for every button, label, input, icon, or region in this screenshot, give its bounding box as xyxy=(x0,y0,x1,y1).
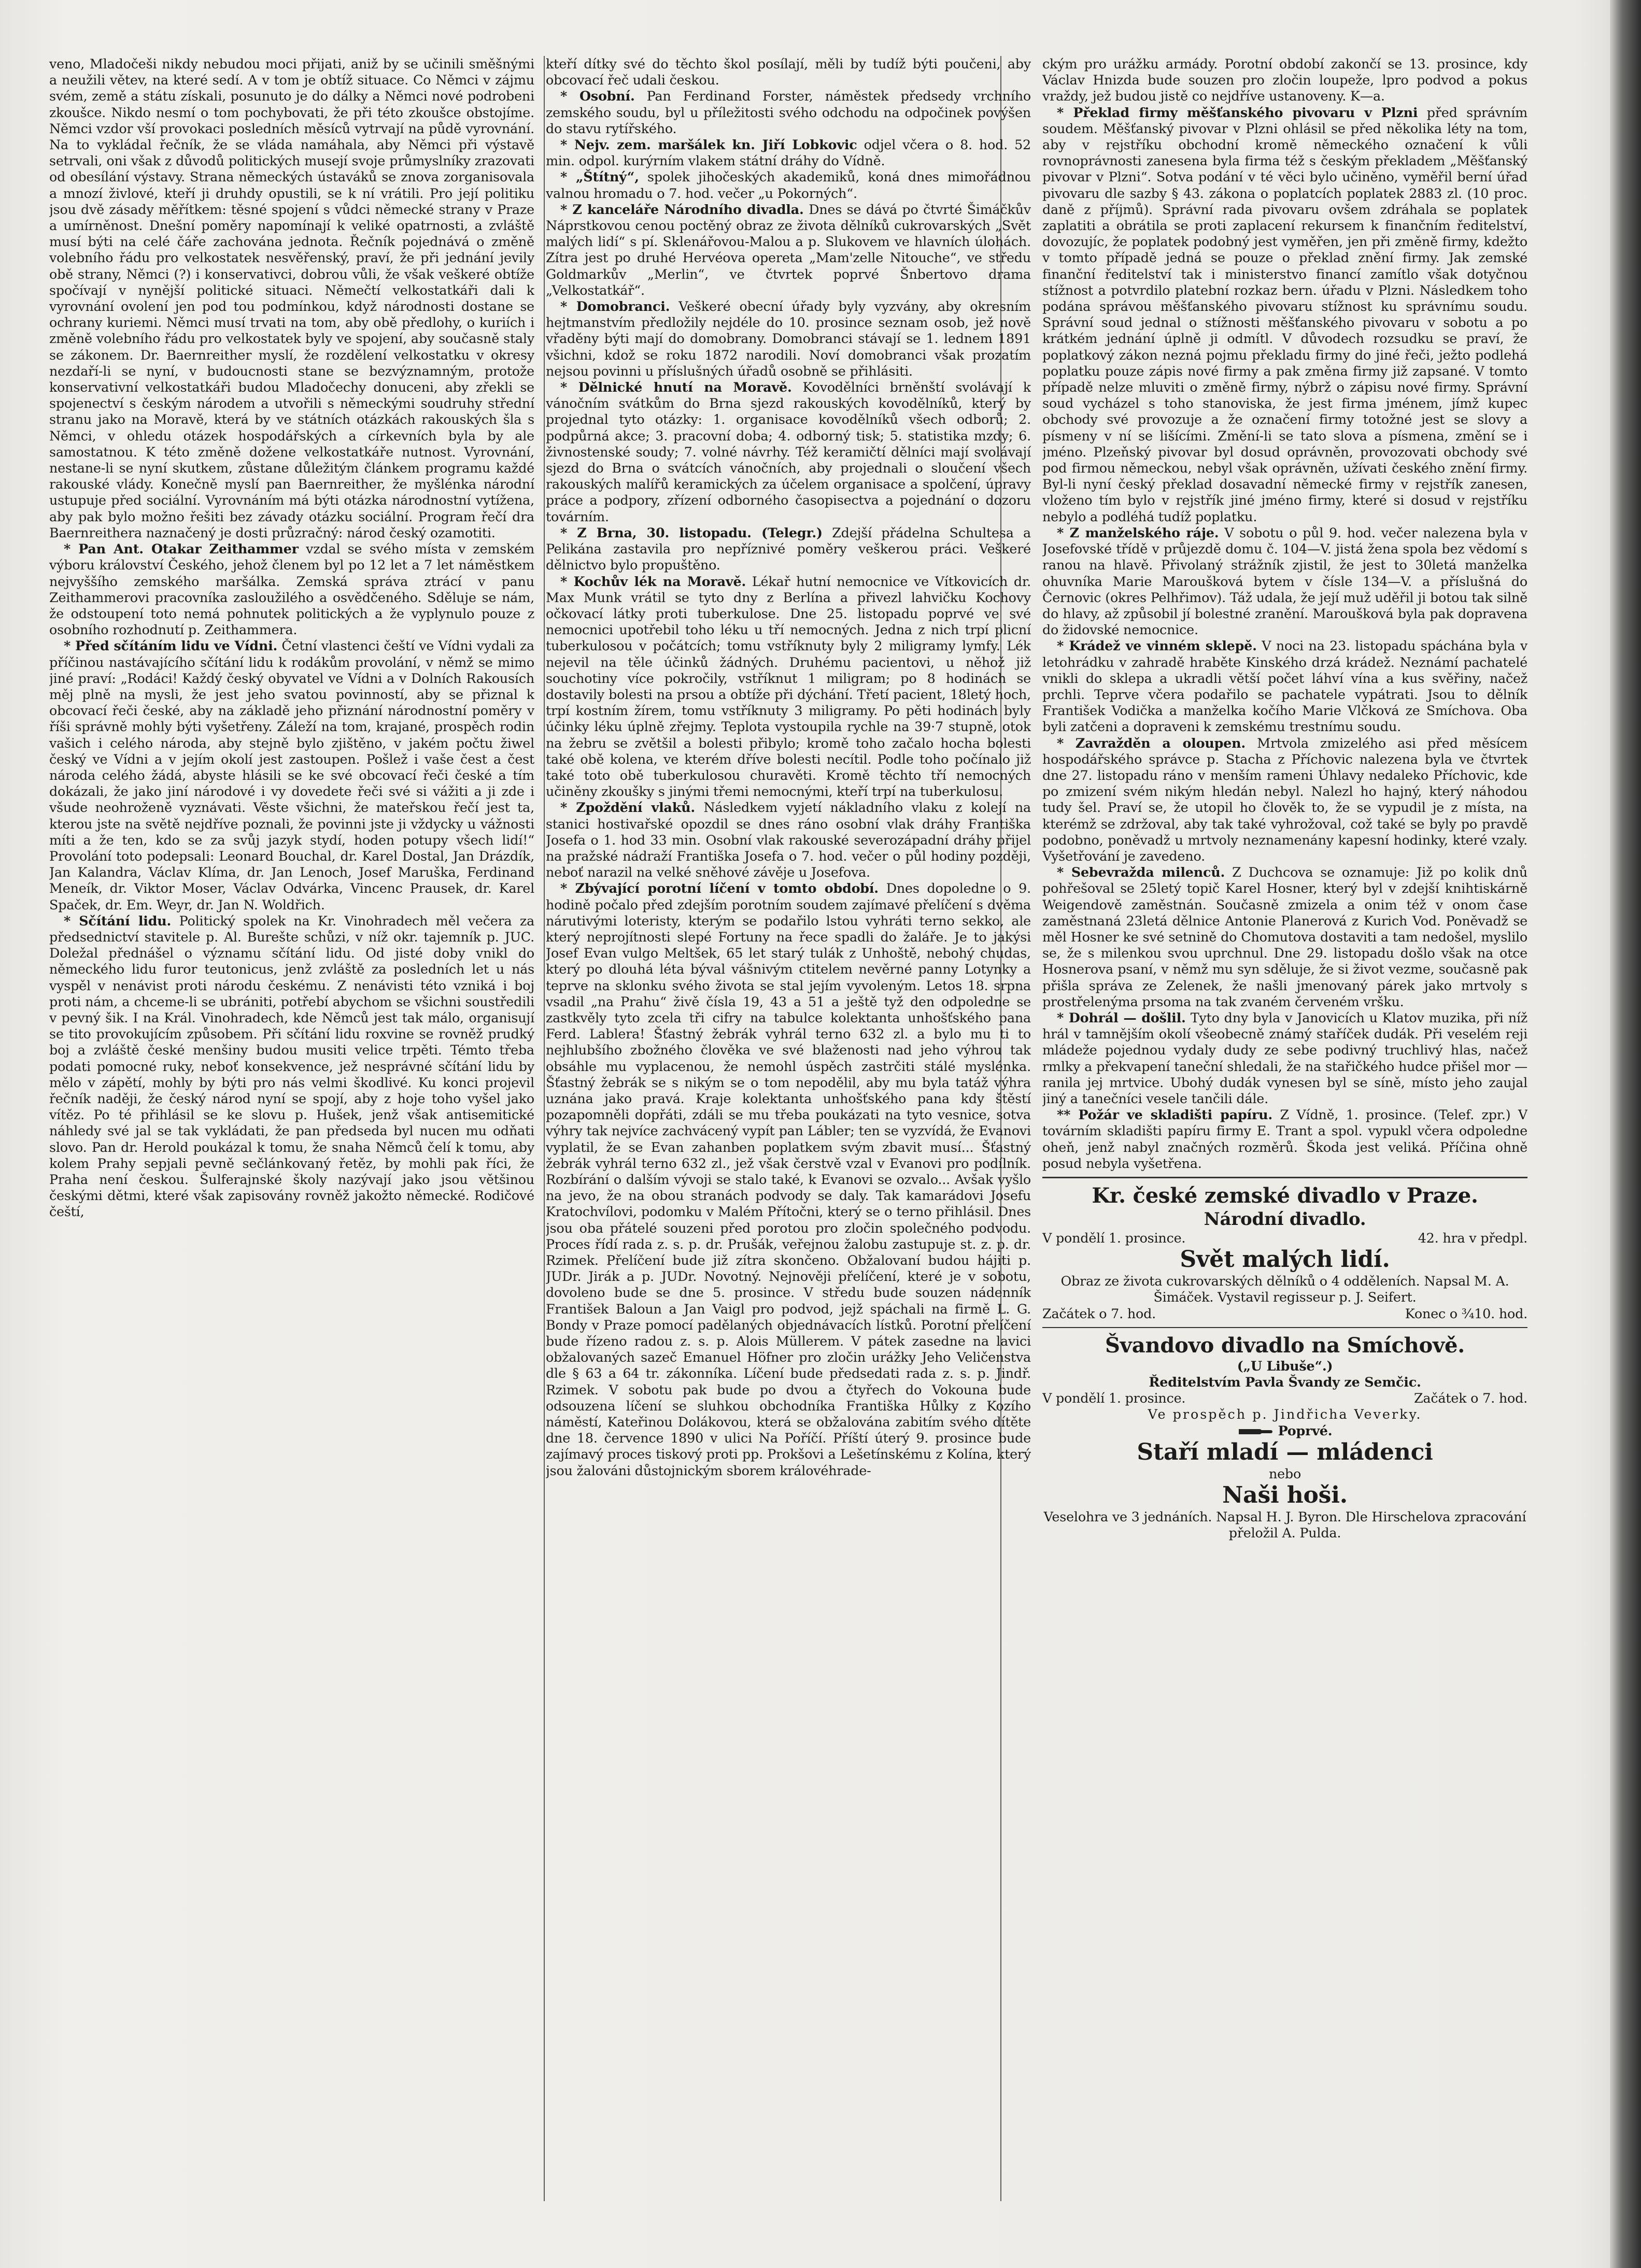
article-headline: * Pan Ant. Otakar Zeithammer xyxy=(64,541,299,557)
ad-start-time: Začátek o 7. hod. xyxy=(1042,1305,1156,1321)
ad-svanda-premiere: Poprvé. xyxy=(1278,1422,1333,1438)
ad-svanda-date: V pondělí 1. prosince. xyxy=(1042,1390,1186,1406)
column-2 xyxy=(546,56,1031,2201)
article-text: Z Vídně, 1. prosince. (Telef. zpr.) V továrním skladišti papíru firmy E. Trant a spol. vypukl včera odpoledne oheň, jenž nabyl značných rozměrů. Škoda jest veliká. Příčina ohně posud nebyla vyšetřena. xyxy=(1042,1107,1527,1171)
article-headline: * Osobní. xyxy=(560,88,635,104)
ad-divider-2 xyxy=(1042,1327,1527,1328)
article-paragraph xyxy=(546,880,1031,1479)
article-text: Dnes dopoledne o 9. hodině počalo před zdejším porotním soudem zajímavé přelíčení s dvěma nárutivými loteristy, kterým se podařilo lstou vyhráti terno sekko, ale který neprojítnosti slepé Fortuny na řece spadli do žaláře. Je to jakýsi Josef Evan vulgo Meltšek, 65 let starý tulák z Unhoště, nebohý chudas, který po dlouhá léta býval vášnivým ctitelem nevěrné panny Lotynky a teprve na sklonku svého života se stal jejím vyvoleným. Letos 18. srpna vsadil „na Prahu“ živě čísla 19, 43 a 51 a ještě tyž den odpoledne se zastkvěly tyto zcela tři cifry na tabulce kolektanta unhošťského pana Ferd. Lablera! Šťastný žebrák vyhrál terno 632 zl. a bylo mu ti to nejhlubšího zbožného člověka ve své blaženosti nad jeho výhrou tak obsáhle mu vyplacenou, že nemohl úspěch zastrčiti stálé myslénka. Šťastný žebrák se s nikým se o tom nepodělil, aby mu byla tatáž výhra uznána jako pravá. Kraje kolektanta unhošťského pana kdy štěstí pozapomněli dopřáti, zdáli se mu třeba poukázati na tyto vesnice, sotva výhry tak nejvíce zachvácený vypít pan Lábler; ten se vyzvídá, že Evanovi vyplatil, že se Evan zahanben poplatkem svým zbavit musí... Šťastný žebrák vyhrál terno 632 zl., jež však čerstvě vzal v Evanovi pro podílník. Rozbírání o dalším vývoji se stalo také, k Evanovi se ozvalo... Avšak vyšlo na jevo, že na obou stranách podvody se daly. Tak kamarádovi Josefu Kratochvílovi, podomku v Malém Přítočni, který se o terno přihlásil. Dnes jsou oba přátelé souzeni před porotou pro zločin společného podvodu. Proces řídí rada z. s. p. dr. Prušák, veřejnou žalobu zastupuje st. z. p. dr. Rzimek. Přelíčení bude již zítra skončeno. Obžalovaní budou hájiti p. JUDr. Jirák a p. JUDr. Novotný. Nejnověji přelíčení, které je v sobotu, dovoleno bude se dne 5. prosince. V středu bude souzen nádenník František Baloun a Jan Vaigl pro podvod, jejž spáchali na firmě L. G. Bondy v Praze pomocí padělaných objednávacích lístků. Porotní přelíčení bude řízeno radou z. s. p. Alois Müllerem. V pátek zasedne na lavici obžalovaných sazeč Emanuel Höfner pro zločin urážky Jeho Veličenstva dle § 63 a 64 tr. zákonníka. Líčení bude předsedati rada z. s. p. Jindř. Rzimek. V sobotu pak bude po dvou a čtyřech do Vokouna bude odsouzena líčení se sluhkou obchodníka Františka Hůlky z Kozího náměstí, Kateřinou Dolákovou, která se obžalována zabitím svého dítěte dne 18. července 1890 v ulici Na Poříčí. Příští úterý 9. prosince bude zajímavý proces tiskový proti pp. Prokšovi a Lešetínskému z Kolína, který jsou žalováni důstojnickým sborem královéhrade- xyxy=(546,880,1031,1478)
column-3 xyxy=(1042,56,1527,2201)
article-paragraph xyxy=(49,913,534,1220)
ad-svanda-play2: Naši hoši. xyxy=(1222,1482,1348,1509)
article-paragraph xyxy=(1042,56,1527,105)
article-text: spolek jihočeských akademiků, koná dnes mimořádnou valnou hromadu o 7. hod. večer „u Pokorných“. xyxy=(546,169,1031,201)
article-headline: * Zbývající porotní líčení v tomto období. xyxy=(560,880,879,896)
ad-performance-number: 42. hra v předpl. xyxy=(1418,1230,1527,1246)
ad-svanda-description: Veselohra ve 3 jednáních. Napsal H. J. Byron. Dle Hirschelova zpracování přeložil A. Pulda. xyxy=(1043,1509,1526,1541)
article-paragraph xyxy=(49,638,534,912)
ad-end-time: Konec o ¾10. hod. xyxy=(1405,1305,1527,1321)
ad-svanda-or: nebo xyxy=(1268,1465,1302,1481)
pointing-hand-icon xyxy=(1238,1425,1274,1438)
ad-svanda-title: Švandovo divadlo na Smíchově. xyxy=(1105,1333,1465,1358)
article-headline: * Domobranci. xyxy=(560,298,670,315)
ad-date: V pondělí 1. prosince. xyxy=(1042,1230,1186,1246)
scan-edge xyxy=(1610,0,1641,2268)
article-text: před správním soudem. Měšťanský pivovar v Plzni ohlásil se před několika léty na tom, aby v rejstříku obchodní kromě německého označení k vůli rovnoprávnosti zanesena byla firma též s českým překladem „Měšťanský pivovar v Plzni“. Sotva podání v té věci bylo učiněno, vyměřil berní úřad pivovaru dle sazby § 43. zákona o poplatcích poplatek 2883 zl. (10 proc. daně z příjmů). Správní rada pivovaru ovšem zdráhala se poplatek zaplatiti a obrátila se proti zaplacení rekursem k finančním ředitelství, dovozujíc, že poplatek podobný jest vyměřen, jen při změně firmy, kdežto v tomto případě jedná se pouze o překlad znění firmy. Jak zemské finanční ředitelství tak i ministerstvo financí zamítlo však dotyčnou stížnost a potvrdilo platební rozkaz bern. úřadu v Plzni. Následkem toho podána správou měšťanského pivovaru stížnost ku správnímu soudu. Správní soud jednal o stížnosti měšťanského pivovaru v sobotu a po krátkém jednání úplně ji odmítl. V důvodech rozsudku se praví, že poplatkový zákon nezná pojmu překladu firmy do jiné řeči, ježto podlehá poplatku pouze zápis nové firmy a pak změna firmy již zapsané. V tomto případě nelze mluviti o změně firmy, nýbrž o zápisu nové firmy. Správní soud vycházel s toho stanoviska, že jest firma jménem, jímž kupec obchody své provozuje a že označení firmy totožné jest se slovy a písmeny v ní se lišícími. Změní-li se tato slova a písmena, změní se i jméno. Plzeňský pivovar byl dosud oprávněn, provozovati obchody své pod firmou německou, nebyl však oprávněn, užívati českého znění firmy. Byl-li nyní český překlad dosavadní německé firmy v rejstřík zanesen, vloženo tím bylo v rejstřík jiné jméno firmy, které si dosud v rejstříku nebylo a podléhá tudíž poplatku. xyxy=(1042,104,1527,524)
article-paragraph xyxy=(1042,735,1527,865)
article-text: Z Duchcova se oznamuje: Již po kolik dnů pohřešoval se 25letý topič Karel Hosner, který byl v zdejší knihtiskárně Weigendově zaměstnán. Současně zmizela a onim též v onom čase zaměstnaná 23letá dělnice Antonie Planerová z Kurich Vod. Poněvadž se měl Hosner ke své setnině do Chomutova dostaviti a tam nedošel, myslilo se, že s milenkou svou uprchnul. Dne 29. listopadu došlo však na otce Hosnerova psaní, v němž mu syn sděluje, že si život vezme, současně pak přišla správa ze Zelenek, že našli jmenovaný párek jako mrtvoly s prostřelenýma prsoma na tak zvaném červeném vršku. xyxy=(1042,864,1527,1009)
article-text: ckým pro urážku armády. Porotní období zakončí se 13. prosince, kdy Václav Hnizda bude souzen pro zločin loupeže, lpro podvod a pokus vraždy, jež budou jistě co nejdříve ustanoveny. K—a. xyxy=(1042,56,1527,104)
article-headline: * Nejv. zem. maršálek kn. Jiří Lobkovic xyxy=(560,137,857,153)
article-headline: * Krádež ve vinném sklepě. xyxy=(1057,638,1257,654)
article-text: Četní vlastenci čeští ve Vídni vydali za příčinou nastávajícího sčítání lidu k rodákům provolání, v němž se mimo jiné praví: „Rodáci! Každý český obyvatel ve Vídni a v Dolních Rakousích měj plně na mysli, že jest jeho svatou povinností, aby se přiznal k obcovací řeči české, aby na základě jeho přiznání národnostní poměry v říši správně mohly býti vyšetřeny. Záleží na tom, krajané, prospěch rodin vašich i celého národa, aby stejně bylo zjištěno, v jakém počtu žiwel český ve Vídni a v jejím okolí jest zastoupen. Pošlež i vaše čest a čest národa celého žádá, abyste hlásili se ke své obcovací řeči české a tím dokázali, že jako jiní národové i vy dovedete řeči své si vážiti a ji zde i všude neohroženě vyznávati. Věste všichni, že mateřskou řečí jest ta, kterou jste na světě nejdříve poznali, že povinni jste ji vždycky u vážnosti míti a že ten, kdo se za svůj jazyk stydí, hoden potupy všech lidí!“ Provolání toto podepsali: Leonard Bouchal, dr. Karel Dostal, Jan Drázdík, Jan Kalandra, Václav Klíma, dr. Jan Lenoch, Josef Maruška, Ferdinand Meneík, dr. Viktor Moser, Václav Odvárka, Vincenc Prausek, dr. Karel Spaček, dr. Em. Weyr, dr. Jan N. Woldřich. xyxy=(49,638,534,912)
national-theatre-ad xyxy=(1042,1183,1527,1322)
article-paragraph xyxy=(546,525,1031,574)
article-text: V sobotu o půl 9. hod. večer nalezena byla v Josefovské třídě v průjezdě domu č. 104—V. jistá žena spola bez vědomí s ranou na hlavě. Přivolaný strážník zjistil, že jest to 30letá manželka ohuvníka Marie Maroušková bytem v čísle 134—V. a příslušná do Černovic (okres Pelhřimov). Táž udala, že její muž uděřil ji botou tak silně do hlavy, až způsobil jí bolestné zranění. Maroušková byla pak dopravena do židovské nemocnice. xyxy=(1042,524,1527,638)
article-headline: * Dělnické hnutí na Moravě. xyxy=(560,379,792,395)
article-text: Tyto dny byla v Janovicích u Klatov muzika, při níž hrál v tamnějším okolí všeobecně známý staříček dudák. Při veselém reji mládeže pojednou vydaly dudy ze sebe podivný truchlivý hlas, načež rmlky a překvapení taneční shledali, že na stařičkého hudce přišel mor — ranila jej mrtvice. Ubohý dudák vynesen byl se síně, místo jeho zaujal jiný a tanečníci vesele tančili dále. xyxy=(1042,1009,1527,1106)
article-paragraph xyxy=(546,379,1031,525)
article-text: odjel včera o 8. hod. 52 min. odpol. kurýrním vlakem státní dráhy do Vídně. xyxy=(546,137,1031,169)
ad-play-title: Svět malých lidí. xyxy=(1180,1246,1390,1273)
article-paragraph xyxy=(1042,105,1527,525)
article-paragraph xyxy=(1042,1107,1527,1172)
column-1 xyxy=(49,56,534,2201)
article-text: Politický spolek na Kr. Vinohradech měl večera za předsednictví stavitele p. Al. Burešte schůzi, v níž okr. tajemník p. JUC. Doležal přednášel o významu sčítání lidu. Od jisté doby vnikl do německého lidu furor teutonicus, jenž zvláště za posledních let u nás vyspěl v nenávist proti národu českému. Z nenávisti této vzniká i boj proti nám, a chceme-li se ubrániti, potřebí abychom se všichni soustředili v pevný šik. I na Král. Vinohradech, kde Němců jest tak málo, organisují se tito provokujícím způsobem. Při sčítání lidu roxvine se rovněž prudký boj a zvláště české menšiny budou musiti velice trpěti. Témto třeba podati pomocné ruky, neboť konsekvence, jež nesprávné sčítání lidu by mělo v zápětí, mohly by býti pro nás velmi škodlivé. Ku konci projevil řečník naději, že český národ nyní se spojí, aby z hoje toho vyšel jako vítěz. Po té přihlásil se ke slovu p. Hušek, jenž však antisemitické náhledy své jal se tak vykládati, že pan předseda byl nucen mu odňati slovo. Pan dr. Herold poukázal k tomu, že snaha Němců čelí k tomu, aby kolem Prahy sepjali pevně sečlánkovaný řetěz, by mohli pak říci, že Praha není českou. Šulferajnské školy nazývají jako jsou většinou českými dětmi, které však zapisovány rovněž jakožto německé. Rodičové čeští, xyxy=(49,912,534,1220)
article-headline: * Zpoždění vlaků. xyxy=(560,800,696,816)
article-headline: * Dohrál — došlil. xyxy=(1057,1009,1186,1025)
article-paragraph xyxy=(546,88,1031,137)
article-paragraph xyxy=(49,541,534,638)
article-headline: * Kochův lék na Moravě. xyxy=(560,573,746,589)
article-paragraph xyxy=(546,800,1031,880)
column-3-articles xyxy=(1042,56,1527,1172)
article-paragraph xyxy=(1042,525,1527,638)
article-headline: * Sčítání lidu. xyxy=(64,912,172,929)
article-text: Zdejší přádelna Schultesa a Pelikána zastavila pro nepříznivé poměry veškerou práci. Veškeré dělnictvo bylo propuštěno. xyxy=(546,524,1031,573)
article-headline: ** Požár ve skladišti papíru. xyxy=(1057,1107,1273,1123)
ad-divider xyxy=(1042,1177,1527,1178)
article-text: Pan Ferdinand Forster, náměstek předsedy vrchního zemského soudu, byl u příležitosti svého odchodu na odpočinek povýšen do stavu rytířského. xyxy=(546,88,1031,136)
article-headline: * Z manželského ráje. xyxy=(1057,524,1219,540)
article-text: V noci na 23. listopadu spáchána byla v letohrádku v zahradě hraběte Kinského drzá krádež. Neznámí pachatelé vnikli do sklepa a ukradli větší počet láhví vína a kus svěřiny, načež prchli. Teprve včera podařilo se pachatele vypátrati. Jsou to dělník František Vodička a manželka kočího Marie Vlčková ze Smíchova. Oba byli zatčeni a dopraveni k zemskému trestnímu soudu. xyxy=(1042,638,1527,735)
article-paragraph xyxy=(1042,638,1527,735)
article-paragraph xyxy=(546,169,1031,201)
article-headline: * Z kanceláře Národního divadla. xyxy=(560,201,804,217)
article-text: vzdal se svého místa v zemském výboru království Českého, jehož členem byl po 12 let a 7 let náměstkem nejvyššího zemského maršálka. Zemská správa ztrácí v panu Zeithammerovi pracovníka zasloužilého a osvědčeného. Sděluje se nám, že odstoupení toto nemá pohnutek politických a že vyplynulo pouze z osobního rozhodnutí p. Zeithammera. xyxy=(49,541,534,638)
svanda-theatre-ad xyxy=(1042,1333,1527,1542)
ad-svanda-play: Staří mladí — mládenci xyxy=(1137,1438,1433,1465)
article-headline: * Zavražděn a oloupen. xyxy=(1057,735,1246,751)
ad-play-description: Obraz ze života cukrovarských dělníků o 4 odděleních. Napsal M. A. Šimáček. Vystavil regisseur p. J. Seifert. xyxy=(1060,1273,1509,1305)
article-text: kteří dítky své do těchto škol posílají, měli by tudíž býti poučeni, aby obcovací řeč udali českou. xyxy=(546,56,1031,88)
article-text: Následkem vyjetí nákladního vlaku z kolejí na stanici hostivařské opozdil se dnes ráno osobní vlak dráhy Františka Josefa o 1. hod 33 min. Osobní vlak rakouské severozápadní dráhy přijel na pražské nádraží Františka Josefa o 7. hod. večer o půl hodiny později, neboť narazil na velké sněhové závěje u Josefova. xyxy=(546,800,1031,880)
article-text: Dnes se dává po čtvrté Šimáčkův Náprstkovou cenou poctěný obraz ze života dělníků cukrovarských „Svět malých lidí“ s pí. Sklenářovou-Malou a p. Slukovem ve hlavních úlohách. Zítra jest po druhé Hervéova opereta „Mam'zelle Nitouche“, ve středu Goldmarkův „Merlin“, ve čtvrtek poprvé Šnbertovo drama „Velkostatkář“. xyxy=(546,201,1031,298)
ad-svanda-direction: Ředitelstvím Pavla Švandy ze Semčic. xyxy=(1149,1374,1421,1390)
article-text: Mrtvola zmizelého asi před měsícem hospodářského správce p. Stacha z Příchovic nalezena byla ve čtvrtek dne 27. listopadu ráno v menším rameni Úhlavy nedaleko Příchovic, kde po zmizení svém nikým hledán nebyl. Nalezl ho hajný, který náhodou tudy šel. Praví se, že utopil ho člověk to, že se vypudil je z místa, na kterémž se zdržoval, aby tak také vyhrožoval, což také se byly po pravdě podobno, poněvadž u mrtvoly neznamenány kapesní hodinky, které vzaly. Vyšetřování je zavedeno. xyxy=(1042,735,1527,864)
article-headline: * Před sčítáním lidu ve Vídni. xyxy=(64,638,278,654)
article-text: Lékař hutní nemocnice ve Vítkovicích dr. Max Munk vrátil se tyto dny z Berlína a přivezl lahvičku Kochovy očkovací látky proti tuberkulose. Dne 25. listopadu poprvé ve své nemocnici upotřebil toho léku u tří nemocných. Jedna z nich trpí plicní tuberkulosou v počátcích; tomu vstříknuty byly 2 miligramy lymfy. Lék nejevil na těle účinků žádných. Druhému pacientovi, u něhož již souchotiny více pokročily, vstříknut 1 miligram; po 8 hodinách se dostavily bolesti na prsou a obtíže při dýchání. Třetí pacient, 18letý hoch, trpí kostním žírem, tomu vstříknuty 3 miligramy. Po pěti hodinách byly účinky léku úplně zřejmy. Teplota vystoupila rychle na 39·7 stupně, otok na žebru se zvětšil a bolesti přibylo; kromě toho začalo hocha bolesti také obě kolena, ve kterém dříve bolesti necítil. Podle toho počínalo již také toto obě tuberkulosou churavěti. Kromě těchto tří nemocných učiněny zkoušky s jinými třemi nemocnými, kteří trpí na tuberkulosu. xyxy=(546,573,1031,800)
article-headline: * Překlad firmy měšťanského pivovaru v Plzni xyxy=(1057,104,1418,120)
article-paragraph xyxy=(546,56,1031,88)
article-headline: * Z Brna, 30. listopadu. (Telegr.) xyxy=(560,524,823,540)
article-text: veno, Mladočeši nikdy nebudou moci přijati, aniž by se učinili směšnými a neužili větev, na které sedí. A v tom je obtíž situace. Co Němci v zájmu svém, země a státu získali, posunuto je do dálky a Němci nové podrobeni zkoušce. Nikdo nesmí o tom pochybovati, že při této zkoušce obstojíme. Němci vzdor vší provokaci posledních měsíců vytrvají na půdě vyrovnání. Na to vykládal řečník, že se vláda namáhala, aby Němci při výstavě setrvali, oni však z důvodů politických musejí svoje průmyslníky zrazovati od obesílání výstavy. Strana německých ústaváků se znova zorganisovala a mnozí živlové, kteří ji druhdy opustili, se k ní vrátili. Pro její politiku jsou dvě zásady měřítkem: těsné spojení s vůdci německé strany v Praze a umírněnost. Dnešní poměry napomínají k veliké opatrnosti, a zvláště musí býti na celé čáře zachována jednota. Řečník pojednává o změně volebního řádu pro velkostatek nesvěřenský, praví, že při jednání jevily obě strany, Němci (?) i konservativci, dobrou vůli, že však veškeré obtíže spočívají v nynější politické situaci. Němečtí velkostatkáři dali k vyrovnání ovolení jen pod tou podmínkou, když národnosti dostane se ochrany kuriemi. Němci musí trvati na tom, aby obě předlohy, o kuriích i změně volebního řádu pro velkostatek byly ve spojení, aby současně staly se zákonem. Dr. Baernreither myslí, že rozdělení velkostatku v okresy nezdaří-li se nyní, v budoucnosti stane se bezvýznamným, protože konservativní velkostatkáři budou Mladočechy donuceni, aby zřekli se spojenectví s českým národem a utvořili s německými soudruhy střední stranu jako na Moravě, která by ve státních otázkách rakouských šla s Němci, v ohledu otázek hospodářských a církevních byla by ale samostatnou. K této změně dožene velkostatkáře nutnost. Vyrovnání, nestane-li se nyní skutkem, zůstane důležitým článkem programu každé rakouské vlády. Konečně myslí pan Baernreither, že myšlénka národní ustupuje před sociální. Vyrovnáním má býti otázka národnostní vytížena, aby pak bylo možno řešiti bez závady otázku sociální. Program řečí dra Baernreithera naznačený je dosti průzračný: národ český ozamotiti. xyxy=(49,56,534,540)
ad-svanda-benefit: Ve prospěch p. Jindřicha Veverky. xyxy=(1148,1406,1422,1422)
article-text: Veškeré obecní úřady byly vyzvány, aby okresním hejtmanstvím předložily nejdéle do 10. prosince seznam osob, jež nově vřaděny býti mají do domobrany. Domobranci stávají se 1. lednem 1891 všichni, kdož se roku 1872 narodili. Noví domobranci však prozatím nejsou povinni u příslušných úřadů osobně se přihlásiti. xyxy=(546,298,1031,379)
article-paragraph xyxy=(546,298,1031,379)
article-paragraph xyxy=(546,137,1031,169)
article-paragraph xyxy=(1042,864,1527,1010)
ad-svanda-subtitle: („U Libuše“.) xyxy=(1237,1358,1333,1374)
article-text: Kovodělníci brněnští svolávají k vánočním svátkům do Brna sjezd rakouských kovodělníků, který by projednal tyto otázky: 1. organisace kovodělníků všech odborů; 2. podpůrná akce; 3. pracovní doba; 4. odborný tisk; 5. statistika mzdy; 6. živnostenské soudy; 7. volné návrhy. Též keramičtí dělníci mají svolávají sjezd do Brna o svátcích vánočních, aby projednali o sloučení všech rakouských malířů keramických za účelem organisace a spolčení, úpravy práce a podpory, zřízení odborného časopisectva a pojednání o dozoru továrním. xyxy=(546,379,1031,524)
article-paragraph xyxy=(546,202,1031,298)
article-headline: * „Štítný“, xyxy=(560,169,639,185)
ad-svanda-start: Začátek o 7. hod. xyxy=(1413,1390,1527,1406)
ad-theatre-subtitle: Národní divadlo. xyxy=(1204,1209,1366,1230)
article-paragraph xyxy=(546,574,1031,800)
article-headline: * Sebevražda milenců. xyxy=(1057,864,1225,880)
article-paragraph xyxy=(1042,1010,1527,1107)
ad-theatre-title: Kr. české zemské divadlo v Praze. xyxy=(1092,1183,1478,1208)
columns xyxy=(49,56,1532,2201)
article-paragraph xyxy=(49,56,534,541)
